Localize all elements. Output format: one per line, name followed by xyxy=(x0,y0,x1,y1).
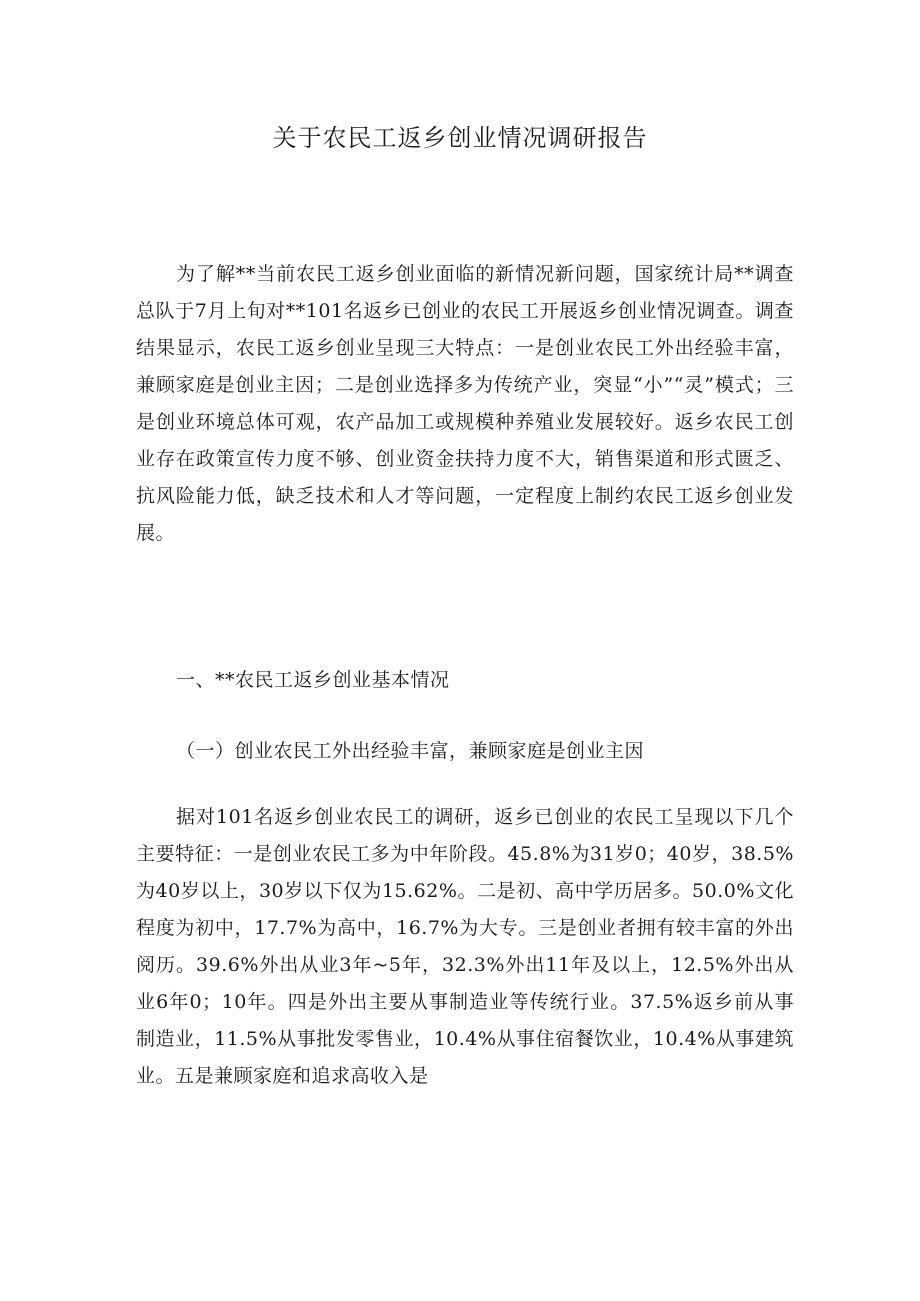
document-title: 关于农民工返乡创业情况调研报告 xyxy=(272,124,648,152)
subsection-one-heading: （一）创业农民工外出经验丰富，兼顾家庭是创业主因 xyxy=(176,740,645,762)
section-one-heading: 一、**农民工返乡创业基本情况 xyxy=(176,669,450,691)
intro-paragraph: 为了解**当前农民工返乡创业面临的新情况新问题，国家统计局**调查总队于7月上旬对**101名返乡已创业的农民工开展返乡创业情况调查。调查结果显示，农民工返乡创业呈现三大特点：一是创业农民工外出经验丰富，兼顾家庭是创业主因；二是创业选择多为传统产业，突显“小”“灵”模式；三是创业环境总体可观，农产品加工或规模种养殖业发展较好。返乡农民工创业存在政策宣传力度不够、创业资金扶持力度不大，销售渠道和形式匮乏、抗风险能力低，缺乏技术和人才等问题，一定程度上制约农民工返乡创业发展。 xyxy=(136,263,794,544)
subsection-one-paragraph: 据对101名返乡创业农民工的调研，返乡已创业的农民工呈现以下几个主要特征：一是创业农民工多为中年阶段。45.8%为31岁0；40岁，38.5%为40岁以上，30岁以下仅为15.62%。二是初、高中学历居多。50.0%文化程度为初中，17.7%为高中，16.7%为大专。三是创业者拥有较丰富的外出阅历。39.6%外出从业3年~5年，32.3%外出11年及以上，12.5%外出从业6年0；10年。四是外出主要从事制造业等传统行业。37.5%返乡前从事制造业，11.5%从事批发零售业，10.4%从事住宿餐饮业，10.4%从事建筑业。五是兼顾家庭和追求高收入是 xyxy=(136,806,794,1087)
